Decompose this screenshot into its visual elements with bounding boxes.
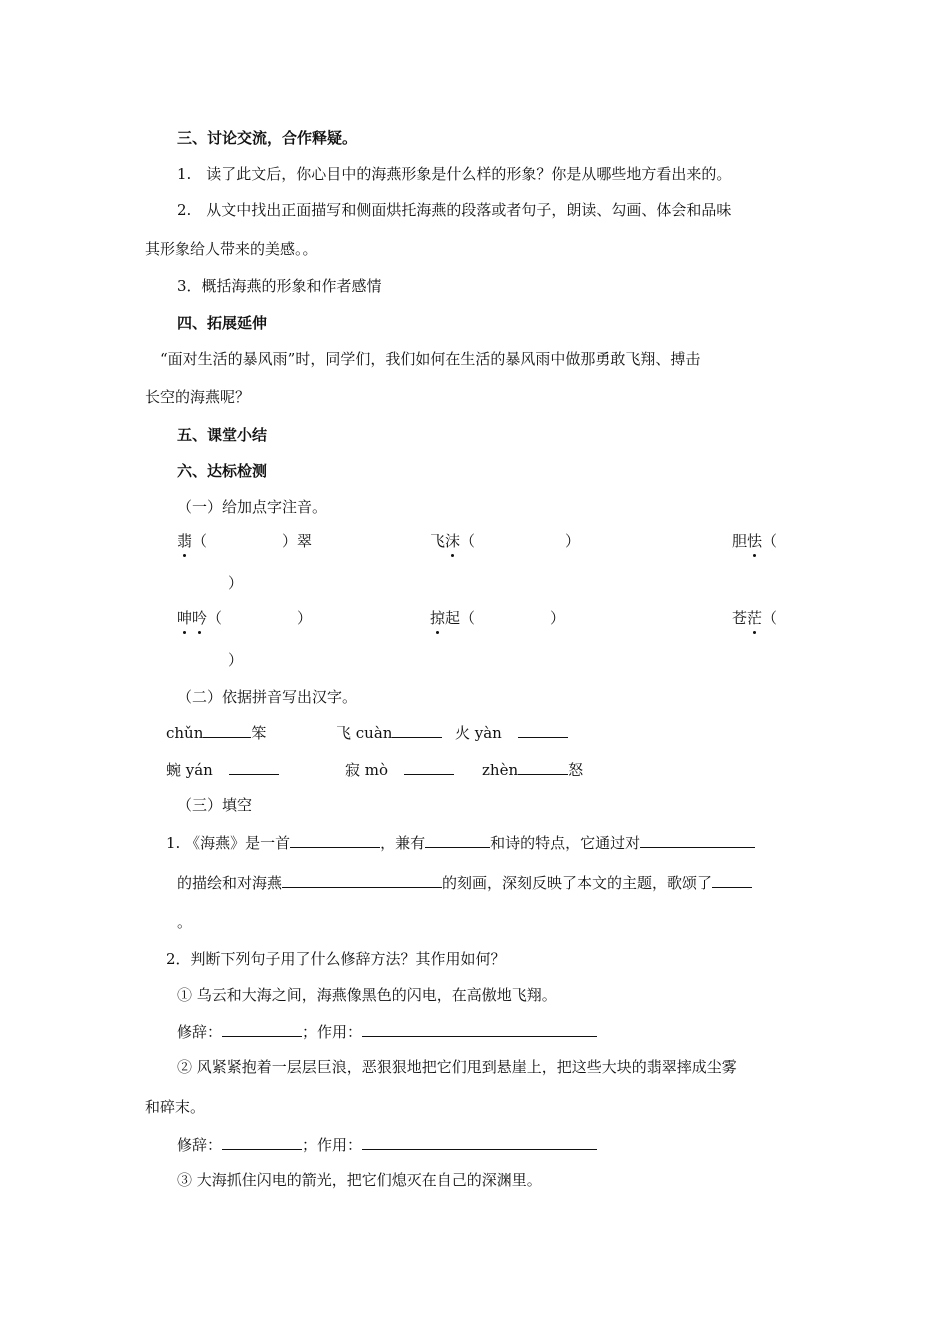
part3-heading: （三）填空 — [177, 796, 253, 814]
answer-blank[interactable] — [290, 832, 380, 848]
char: 胆 — [732, 532, 748, 550]
effect-blank[interactable] — [362, 1021, 597, 1037]
fill-question-1-line1 — [166, 832, 755, 853]
answer-paren-open: （ — [762, 609, 778, 627]
pinyin: zhèn — [482, 761, 519, 779]
answer-blank[interactable] — [282, 872, 442, 888]
text: 和诗的特点，它通过对 — [490, 834, 641, 852]
char: 翠 — [297, 532, 313, 550]
pinyin-item-danqie — [732, 531, 777, 551]
char: 苍 — [732, 609, 748, 627]
answer-blank[interactable] — [229, 759, 279, 775]
part1-heading: （一）给加点字注音。 — [177, 498, 328, 516]
answer-paren-close: ） — [228, 651, 244, 669]
text: 的描绘和对海燕 — [177, 874, 283, 892]
hanzi-item-chun — [166, 722, 266, 743]
text: 1. 《海燕》是一首 — [166, 834, 291, 852]
dotted-char: 沫 — [445, 532, 461, 550]
pinyin: 寂 mò — [345, 761, 389, 779]
rhetoric-label: 修辞： — [177, 1136, 223, 1154]
rhetoric-blank[interactable] — [222, 1134, 302, 1150]
pinyin-item-shenyin — [177, 608, 312, 628]
answer-paren-open: （ — [762, 532, 778, 550]
answer-blank[interactable] — [203, 722, 251, 738]
rhetoric-answer-1 — [177, 1021, 597, 1042]
fill-question-1-line2 — [177, 872, 752, 893]
sentence-2-line1: ② 风紧紧抱着一层层巨浪，恶狠狠地把它们甩到悬崖上，把这些大块的翡翠摔成尘雾 — [177, 1058, 737, 1076]
dotted-char: 呻 — [177, 609, 193, 627]
answer-blank[interactable] — [392, 722, 442, 738]
section-heading-extension: 四、拓展延伸 — [177, 314, 268, 332]
dotted-char: 吟 — [192, 609, 208, 627]
answer-blank[interactable] — [712, 872, 752, 888]
answer-paren: （ ） — [460, 532, 581, 550]
section-heading-assessment: 六、达标检测 — [177, 462, 268, 480]
extension-para-line2: 长空的海燕呢？ — [145, 388, 251, 406]
hanzi-item-cuan — [336, 722, 442, 743]
question-2-line1: 2. 从文中找出正面描写和侧面烘托海燕的段落或者句子，朗读、勾画、体会和品味 — [177, 201, 732, 219]
effect-label: ；作用： — [302, 1023, 363, 1041]
fill-question-1-end: 。 — [177, 913, 193, 931]
pinyin: 火 yàn — [455, 724, 502, 742]
char: 飞 — [430, 532, 446, 550]
dotted-char: 茫 — [747, 609, 763, 627]
question-3: 3．概括海燕的形象和作者感情 — [177, 277, 382, 295]
section-heading-summary: 五、课堂小结 — [177, 426, 268, 444]
answer-blank[interactable] — [518, 722, 568, 738]
sentence-2-line2: 和碎末。 — [145, 1098, 206, 1116]
hanzi-item-mo — [345, 759, 454, 780]
text: ，兼有 — [380, 834, 426, 852]
pinyin-item-lueqi — [430, 608, 565, 628]
char: 起 — [445, 609, 461, 627]
pinyin-item-cangmang — [732, 608, 777, 628]
char: 笨 — [251, 724, 267, 742]
question-2-line2: 其形象给人带来的美感。。 — [145, 240, 318, 258]
pinyin-item-feicui — [177, 531, 312, 551]
dotted-char: 掠 — [430, 609, 446, 627]
pinyin: chǔn — [166, 724, 204, 742]
rhetoric-question: 2．判断下列句子用了什么修辞方法？其作用如何？ — [166, 950, 506, 968]
rhetoric-blank[interactable] — [222, 1021, 302, 1037]
extension-para-line1: “面对生活的暴风雨”时，同学们，我们如何在生活的暴风雨中做那勇敢飞翔、搏击 — [160, 350, 701, 368]
hanzi-item-yan2 — [166, 759, 279, 780]
answer-blank[interactable] — [425, 832, 490, 848]
answer-paren-close: ） — [228, 574, 244, 592]
answer-paren: （ ） — [207, 609, 313, 627]
answer-blank[interactable] — [518, 759, 568, 775]
hanzi-item-zhen — [482, 759, 583, 780]
part2-heading: （二）依据拼音写出汉字。 — [177, 688, 358, 706]
sentence-3: ③ 大海抓住闪电的箭光，把它们熄灭在自己的深渊里。 — [177, 1171, 542, 1189]
pinyin: 蜿 yán — [166, 761, 213, 779]
rhetoric-answer-2 — [177, 1134, 597, 1155]
dotted-char: 怯 — [747, 532, 763, 550]
section-heading-discussion: 三、讨论交流，合作释疑。 — [177, 129, 358, 147]
effect-label: ；作用： — [302, 1136, 363, 1154]
dotted-char: 翡 — [177, 532, 193, 550]
answer-paren: （ ） — [460, 609, 566, 627]
answer-paren: （ ） — [192, 532, 298, 550]
sentence-1: ① 乌云和大海之间，海燕像黑色的闪电，在高傲地飞翔。 — [177, 986, 557, 1004]
hanzi-item-yan — [455, 722, 568, 743]
rhetoric-label: 修辞： — [177, 1023, 223, 1041]
question-1: 1. 读了此文后，你心目中的海燕形象是什么样的形象？你是从哪些地方看出来的。 — [177, 165, 732, 183]
answer-blank[interactable] — [404, 759, 454, 775]
text: 的刻画，深刻反映了本文的主题，歌颂了 — [442, 874, 713, 892]
pinyin: 飞 cuàn — [336, 724, 393, 742]
pinyin-item-feimo — [430, 531, 580, 551]
effect-blank[interactable] — [362, 1134, 597, 1150]
char: 怒 — [568, 761, 584, 779]
answer-blank[interactable] — [640, 832, 755, 848]
